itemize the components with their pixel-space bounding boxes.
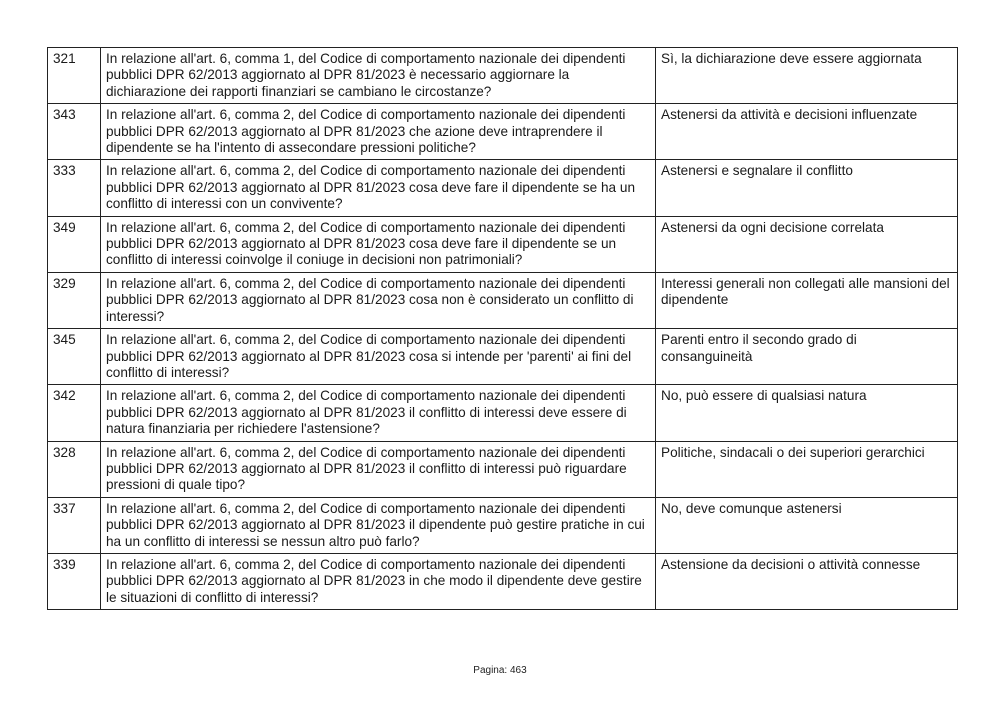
question-id: 321 [48, 48, 101, 104]
question-text: In relazione all'art. 6, comma 2, del Codice di comportamento nazionale dei dipendenti pubblici DPR 62/2013 aggiornato al DPR 81/2023 cosa deve fare il dipendente se ha un conflitto di interessi con un convivente? [101, 160, 656, 216]
qa-table-body [48, 48, 958, 610]
question-text: In relazione all'art. 6, comma 2, del Codice di comportamento nazionale dei dipendenti pubblici DPR 62/2013 aggiornato al DPR 81/2023 in che modo il dipendente deve gestire le situazioni di conflitto di interessi? [101, 553, 656, 609]
question-id: 337 [48, 497, 101, 553]
answer-text: No, deve comunque astenersi [656, 497, 958, 553]
table-row [48, 216, 958, 272]
table-row [48, 441, 958, 497]
answer-text: Astenersi da attività e decisioni influenzate [656, 104, 958, 160]
question-text: In relazione all'art. 6, comma 2, del Codice di comportamento nazionale dei dipendenti pubblici DPR 62/2013 aggiornato al DPR 81/2023 il dipendente può gestire pratiche in cui ha un conflitto di interessi se nessun altro può farlo? [101, 497, 656, 553]
table-row [48, 385, 958, 441]
question-id: 329 [48, 272, 101, 328]
table-row [48, 48, 958, 104]
question-text: In relazione all'art. 6, comma 2, del Codice di comportamento nazionale dei dipendenti pubblici DPR 62/2013 aggiornato al DPR 81/2023 che azione deve intraprendere il dipendente se ha l'intento di assecondare pressioni politiche? [101, 104, 656, 160]
answer-text: Astenersi e segnalare il conflitto [656, 160, 958, 216]
question-text: In relazione all'art. 6, comma 2, del Codice di comportamento nazionale dei dipendenti pubblici DPR 62/2013 aggiornato al DPR 81/2023 il conflitto di interessi può riguardare pressioni di quale tipo? [101, 441, 656, 497]
answer-text: Astenersi da ogni decisione correlata [656, 216, 958, 272]
table-row [48, 497, 958, 553]
table-row [48, 160, 958, 216]
table-row [48, 553, 958, 609]
table-row [48, 272, 958, 328]
answer-text: Politiche, sindacali o dei superiori gerarchici [656, 441, 958, 497]
question-id: 328 [48, 441, 101, 497]
answer-text: No, può essere di qualsiasi natura [656, 385, 958, 441]
question-id: 339 [48, 553, 101, 609]
question-id: 349 [48, 216, 101, 272]
answer-text: Astensione da decisioni o attività connesse [656, 553, 958, 609]
table-row [48, 104, 958, 160]
question-id: 333 [48, 160, 101, 216]
question-id: 342 [48, 385, 101, 441]
table-row [48, 329, 958, 385]
answer-text: Parenti entro il secondo grado di consanguineità [656, 329, 958, 385]
question-text: In relazione all'art. 6, comma 2, del Codice di comportamento nazionale dei dipendenti pubblici DPR 62/2013 aggiornato al DPR 81/2023 cosa si intende per 'parenti' ai fini del conflitto di interessi? [101, 329, 656, 385]
question-text: In relazione all'art. 6, comma 2, del Codice di comportamento nazionale dei dipendenti pubblici DPR 62/2013 aggiornato al DPR 81/2023 cosa non è considerato un conflitto di interessi? [101, 272, 656, 328]
question-text: In relazione all'art. 6, comma 2, del Codice di comportamento nazionale dei dipendenti pubblici DPR 62/2013 aggiornato al DPR 81/2023 cosa deve fare il dipendente se un conflitto di interessi coinvolge il coniuge in decisioni non patrimoniali? [101, 216, 656, 272]
question-text: In relazione all'art. 6, comma 1, del Codice di comportamento nazionale dei dipendenti pubblici DPR 62/2013 aggiornato al DPR 81/2023 è necessario aggiornare la dichiarazione dei rapporti finanziari se cambiano le circostanze? [101, 48, 656, 104]
answer-text: Sì, la dichiarazione deve essere aggiornata [656, 48, 958, 104]
answer-text: Interessi generali non collegati alle mansioni del dipendente [656, 272, 958, 328]
page-number: Pagina: 463 [473, 665, 527, 676]
question-text: In relazione all'art. 6, comma 2, del Codice di comportamento nazionale dei dipendenti pubblici DPR 62/2013 aggiornato al DPR 81/2023 il conflitto di interessi deve essere di natura finanziaria per richiedere l'astensione? [101, 385, 656, 441]
question-id: 345 [48, 329, 101, 385]
question-id: 343 [48, 104, 101, 160]
qa-table [47, 47, 958, 610]
